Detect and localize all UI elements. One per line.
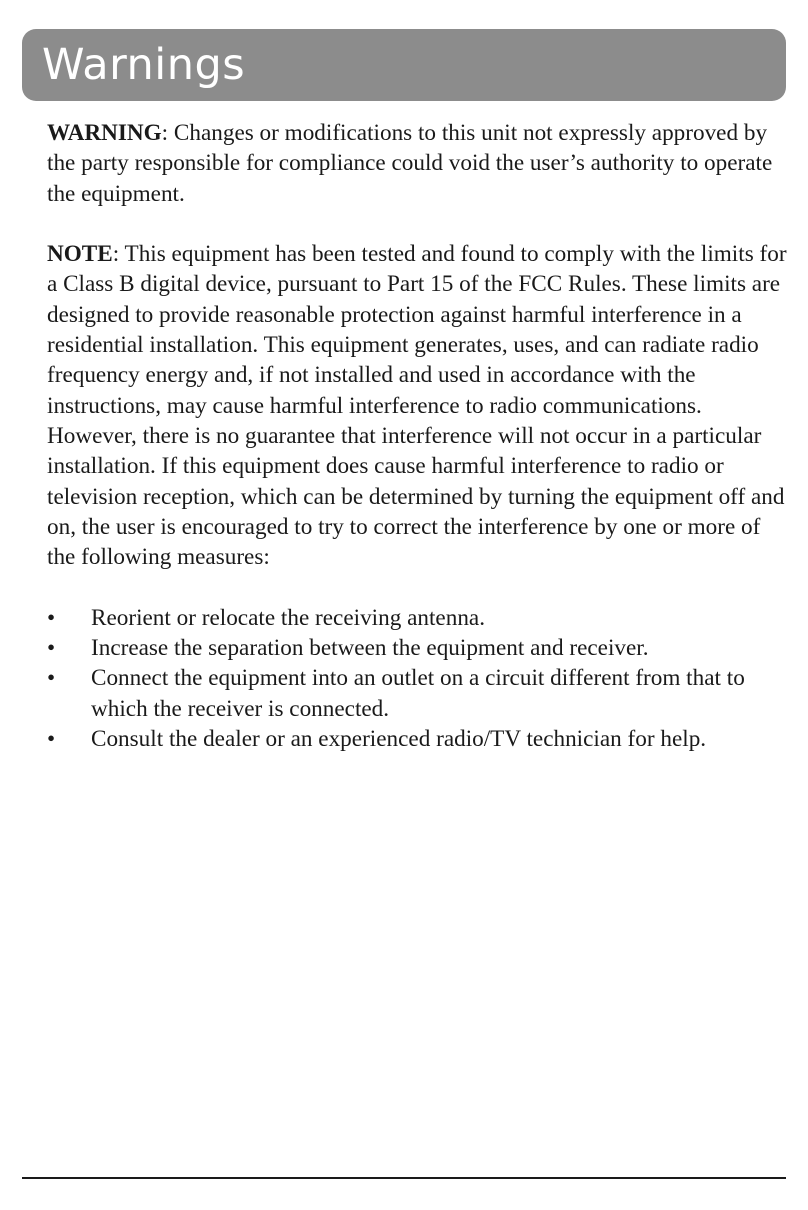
note-label: NOTE [47, 241, 113, 268]
list-item-text: Consult the dealer or an experienced radio/TV technician for help. [91, 725, 707, 752]
warning-label: WARNING [47, 120, 162, 146]
list-item [47, 724, 792, 754]
note-paragraph [47, 239, 792, 572]
list-item [47, 663, 792, 724]
page-title: Warnings [42, 39, 246, 90]
note-text: : This equipment has been tested and found to comply with the limits for a Class B digital device, pursuant to Part 15 of the FCC Rules. These limits are designed to provide reasonable protection against harmful interference in a residential installation. This equipment generates, uses, and can radiate radio frequency energy and, if not installed and used in accordance with the instructions, may cause harmful interference to radio communications. However, there is no guarantee that interference will not occur in a particular installation. If this equipment does cause harmful interference to radio or television reception, which can be determined by turning the equipment off and on, the user is encouraged to try to correct the interference by one or more of the following measures: [47, 241, 787, 571]
list-item-text: Reorient or relocate the receiving antenna. [91, 604, 485, 631]
warning-text: : Changes or modifications to this unit not expressly approved by the party responsible for compliance could void the user’s authority to operate the equipment. [47, 120, 773, 207]
footer-divider [22, 1177, 786, 1179]
document-body [47, 118, 792, 754]
list-item-text: Connect the equipment into an outlet on a circuit different from that to which the receiver is connected. [91, 665, 745, 722]
bullet-icon: • [47, 665, 56, 692]
bullet-icon: • [47, 635, 56, 662]
bullet-icon: • [47, 725, 56, 752]
bullet-icon: • [47, 604, 56, 631]
warning-paragraph [47, 118, 792, 209]
section-header-bar [22, 29, 786, 101]
measures-list [47, 603, 792, 754]
list-item [47, 603, 792, 633]
list-item-text: Increase the separation between the equipment and receiver. [91, 635, 649, 662]
list-item [47, 633, 792, 663]
